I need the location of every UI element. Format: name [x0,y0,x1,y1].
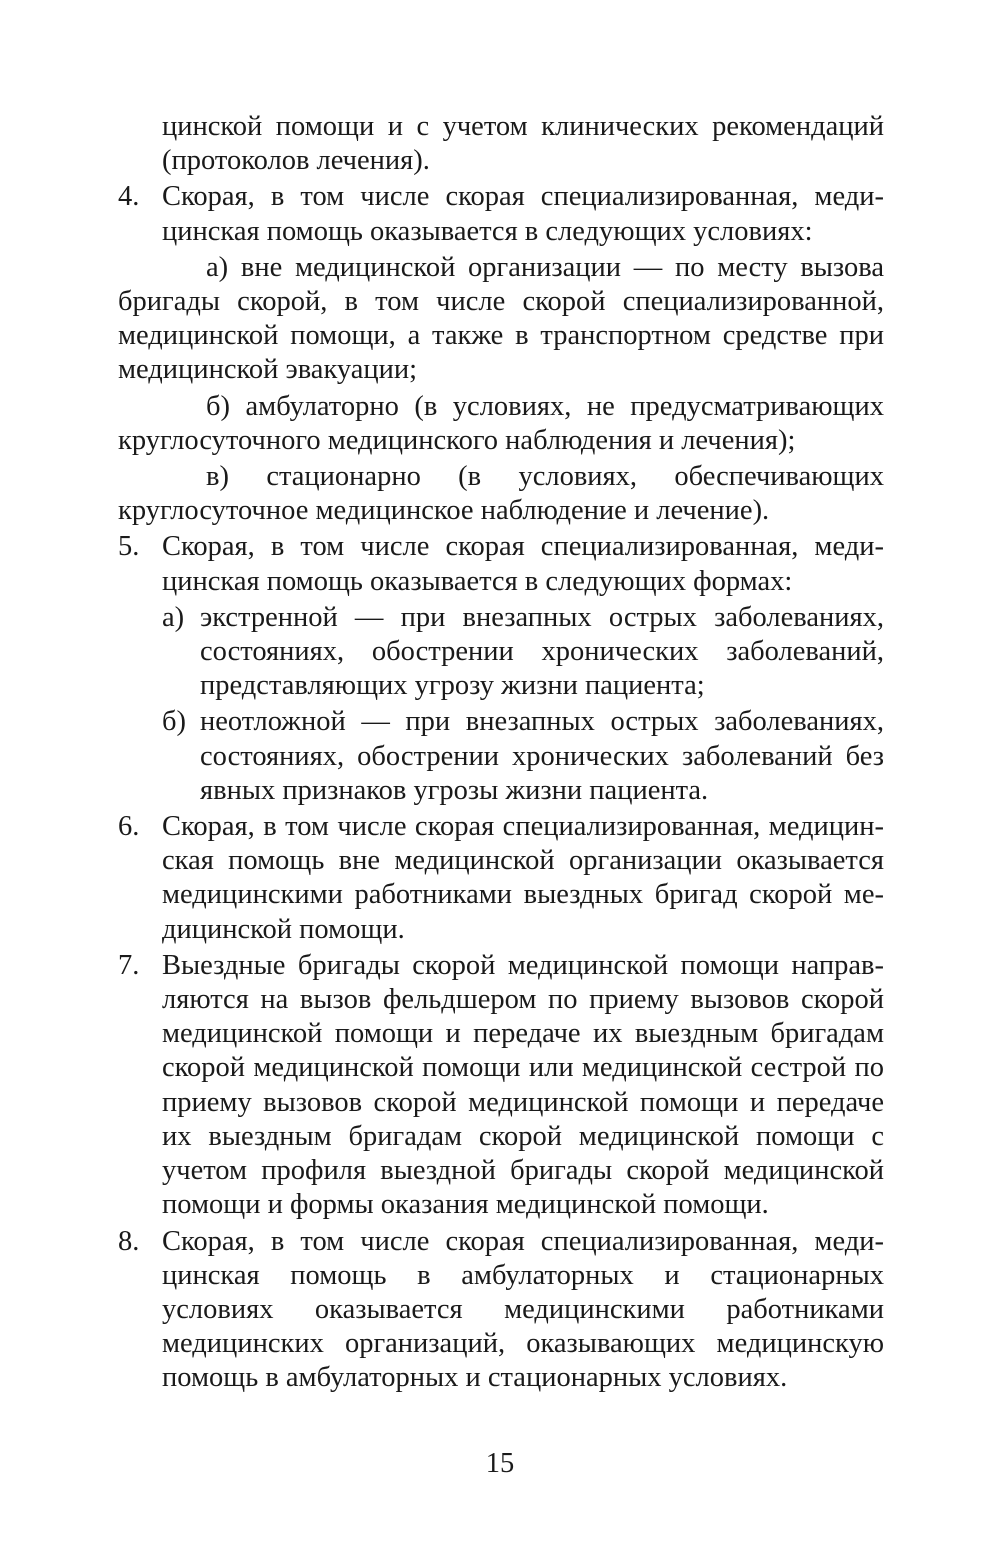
continuation-paragraph: цинской помощи и с учетом клинических рекомендаций (протоколов лечения). [162,111,884,177]
subitem-c [118,460,884,528]
list-item-7 [118,949,884,1223]
subitem-letter: б) [206,390,230,422]
list-item-number: 4. [118,181,140,213]
subitem-text: стационарно (в условиях, обеспечивающих круглосуточное медицинское наблюдение и лечение). [118,461,885,527]
list-item-6 [118,810,884,947]
list-item-5 [118,530,884,808]
list-item-number: 6. [118,811,140,843]
subitem-letter: в) [206,461,229,493]
list-item-number: 8. [118,1225,140,1257]
subitem-a [162,601,884,704]
subitem-text: неотложной — при внезапных острых заболеваниях, состояниях, обострении хронических заболеваний без явных признаков угрозы жизни пациента. [200,706,884,806]
list-item-text: Скорая, в том числе скорая специализированная, медицинская помощь вне медицинской организации оказывается медицинскими работниками выездных бригад скорой медицинской помощи. [162,811,884,945]
subitem-text: вне медицинской организации — по месту вызова бригады скорой, в том числе скорой специализированной, медицинской помощи, а также в транспортном средстве при медицинской эвакуации; [118,251,884,386]
subitem-b [162,705,884,808]
subitem-text: экстренной — при внезапных острых заболеваниях, состояниях, обострении хронических заболеваний, представляющих угрозу жизни пациента; [200,601,884,702]
subitem-letter: б) [162,706,186,738]
page-body [118,110,884,1396]
list-item-4 [118,180,884,528]
subitem-letter: а) [206,251,229,283]
list-item-number: 5. [118,531,140,563]
list-item-text: Скорая, в том числе скорая специализированная, медицинская помощь оказывается в следующих условиях: [162,181,884,247]
subitem-a [118,251,884,388]
subitem-b [118,390,884,458]
list-item-number: 7. [118,949,140,981]
list-item-8 [118,1225,884,1396]
list-item-text: Скорая, в том числе скорая специализированная, медицинская помощь оказывается в следующих формах: [162,531,884,597]
list-item-text: Скорая, в том числе скорая специализированная, медицинская помощь в амбулаторных и стационарных условиях оказывается медицинскими работниками медицинских организаций, оказывающих медицинскую помощь в амбулаторных и стационарных условиях. [162,1225,884,1394]
list-item-text: Выездные бригады скорой медицинской помощи направляются на вызов фельдшером по приему вызовов скорой медицинской помощи и передаче их выездным бригадам скорой медицинской помощи или медицинской сестрой по приему вызовов скорой медицинской помощи и передаче их выездным бригадам скорой медицинской помощи с учетом профиля выездной бригады скорой медицинской помощи и формы оказания медицинской помощи. [162,949,884,1221]
subitem-text: амбулаторно (в условиях, не предусматривающих круглосуточного медицинского наблюдения и лечения); [118,390,884,456]
subitem-letter: а) [162,601,185,633]
page-number: 15 [485,1448,515,1479]
